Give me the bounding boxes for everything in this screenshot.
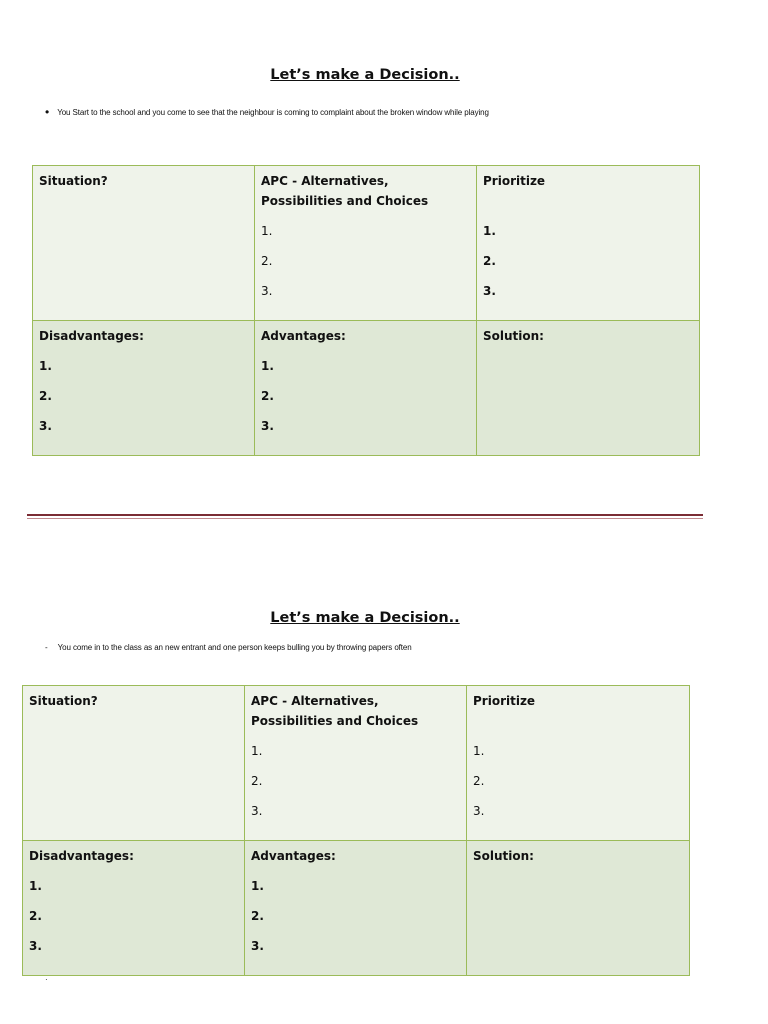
disadvantage-item-1: 1. <box>39 359 52 373</box>
advantages-label: Advantages: <box>261 329 346 343</box>
bullet-icon: - <box>45 643 48 652</box>
prioritize-item-2: 2. <box>473 774 485 788</box>
apc-label: APC - Alternatives, Possibilities and Choices <box>261 174 429 208</box>
situation-label: Situation? <box>39 174 108 188</box>
advantage-item-3: 3. <box>261 419 274 433</box>
situation-label: Situation? <box>29 694 98 708</box>
disadvantage-item-2: 2. <box>29 909 42 923</box>
solution-label: Solution: <box>473 849 534 863</box>
disadvantages-cell[interactable] <box>23 841 245 976</box>
scenario-text: You Start to the school and you come to see that the neighbour is coming to complaint about the broken window while playing <box>57 107 489 117</box>
scenario-prompt <box>45 643 412 652</box>
situation-cell[interactable] <box>23 686 245 841</box>
disadvantage-item-1: 1. <box>29 879 42 893</box>
scenario-text: You come in to the class as an new entrant and one person keeps bulling you by throwing papers often <box>57 643 412 652</box>
apc-label: APC - Alternatives, Possibilities and Choices <box>251 694 419 728</box>
prioritize-cell[interactable] <box>477 166 700 321</box>
apc-item-2: 2. <box>261 254 273 268</box>
apc-cell[interactable] <box>255 166 477 321</box>
prioritize-cell[interactable] <box>467 686 690 841</box>
advantages-cell[interactable] <box>245 841 467 976</box>
solution-cell[interactable] <box>477 321 700 456</box>
advantages-cell[interactable] <box>255 321 477 456</box>
decision-table <box>22 685 690 976</box>
apc-item-3: 3. <box>251 804 263 818</box>
advantages-label: Advantages: <box>251 849 336 863</box>
disadvantage-item-3: 3. <box>29 939 42 953</box>
disadvantage-item-3: 3. <box>39 419 52 433</box>
prioritize-item-3: 3. <box>473 804 485 818</box>
disadvantages-label: Disadvantages: <box>29 849 134 863</box>
situation-cell[interactable] <box>33 166 255 321</box>
prioritize-label: Prioritize <box>473 694 536 708</box>
advantage-item-3: 3. <box>251 939 264 953</box>
apc-item-1: 1. <box>251 744 263 758</box>
prioritize-item-1: 1. <box>483 224 496 238</box>
disadvantages-label: Disadvantages: <box>39 329 144 343</box>
worksheet-title: Let’s make a Decision.. <box>270 67 460 83</box>
advantage-item-2: 2. <box>251 909 264 923</box>
section-divider <box>27 514 703 519</box>
solution-label: Solution: <box>483 329 544 343</box>
scenario-prompt <box>45 105 489 119</box>
advantage-item-1: 1. <box>251 879 264 893</box>
apc-item-2: 2. <box>251 774 263 788</box>
disadvantage-item-2: 2. <box>39 389 52 403</box>
prioritize-item-3: 3. <box>483 284 496 298</box>
solution-cell[interactable] <box>467 841 690 976</box>
disadvantages-cell[interactable] <box>33 321 255 456</box>
advantage-item-1: 1. <box>261 359 274 373</box>
prioritize-item-1: 1. <box>473 744 485 758</box>
worksheet-title: Let’s make a Decision.. <box>270 610 460 626</box>
stray-bullet-mark: · <box>45 975 48 984</box>
bullet-icon: • <box>45 105 50 119</box>
apc-item-1: 1. <box>261 224 273 238</box>
apc-cell[interactable] <box>245 686 467 841</box>
apc-item-3: 3. <box>261 284 273 298</box>
prioritize-item-2: 2. <box>483 254 496 268</box>
advantage-item-2: 2. <box>261 389 274 403</box>
decision-table <box>32 165 700 456</box>
prioritize-label: Prioritize <box>483 174 546 188</box>
